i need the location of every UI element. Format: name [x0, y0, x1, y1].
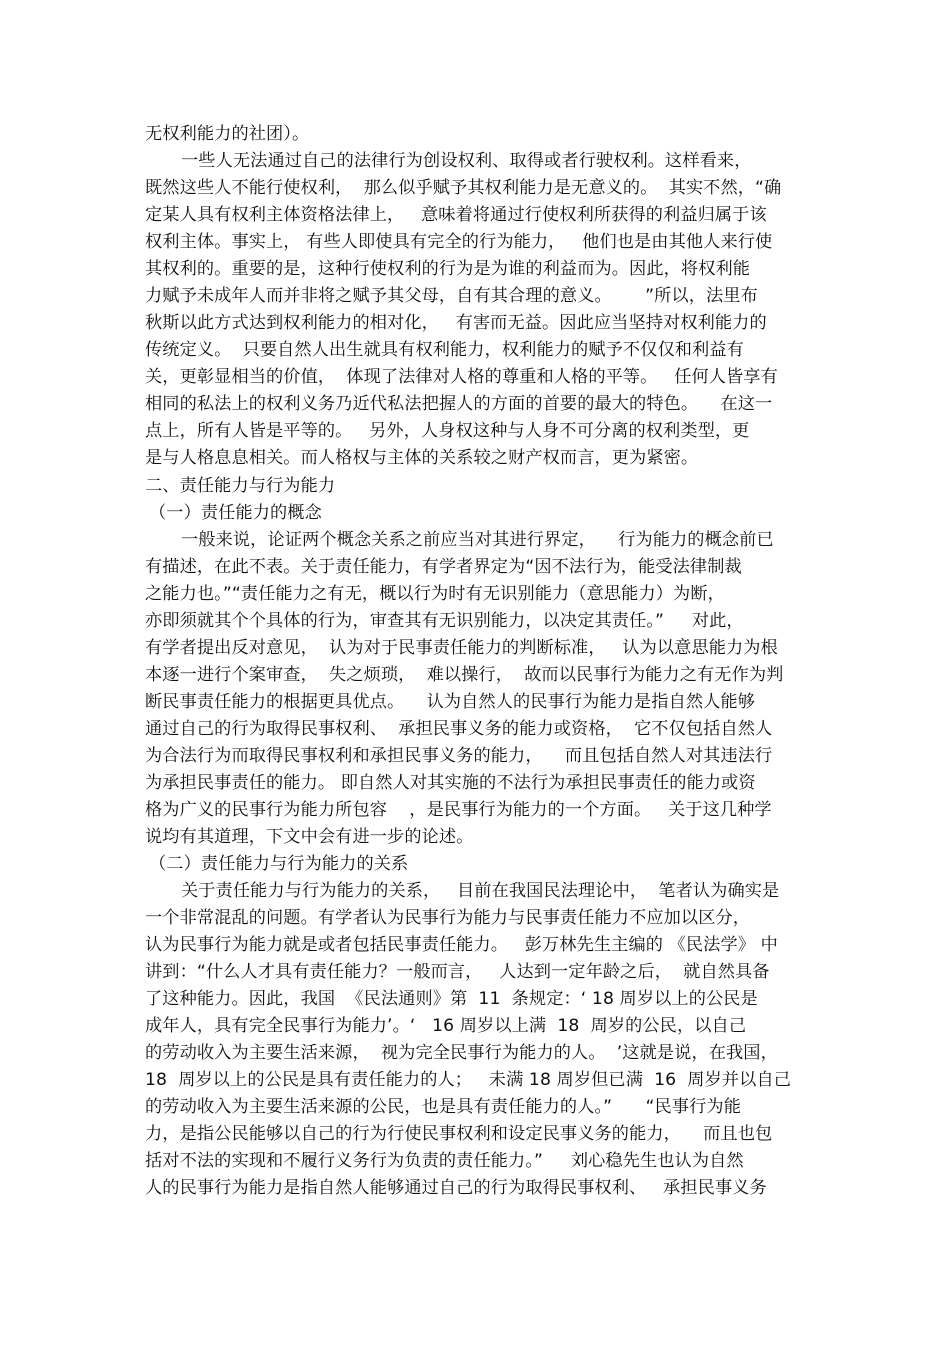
paragraph-line: 一些人无法通过自己的法律行为创设权利、取得或者行驶权利。这样看来， [181, 151, 752, 171]
paragraph-line: 权利主体。事实上， 有些人即使具有完全的行为能力， 他们也是由其他人来行使 [145, 232, 773, 252]
paragraph-line: 力赋予未成年人而并非将之赋予其父母，自有其合理的意义。 ”所以，法里布 [145, 286, 758, 306]
paragraph-line: 无权利能力的社团）。 [145, 124, 310, 144]
paragraph-line: 一个非常混乱的问题。有学者认为民事行为能力与民事责任能力不应加以区分， [145, 908, 751, 928]
paragraph-line: 有学者提出反对意见， 认为对于民事责任能力的判断标准， 认为以意思能力为根 [145, 638, 778, 658]
paragraph-line: 格为广义的民事行为能力所包容 ，是民事行为能力的一个方面。 关于这几种学 [145, 800, 772, 820]
paragraph-line: 之能力也。”“责任能力之有无，概以行为时有无识别能力（意思能力）为断， [145, 584, 725, 604]
paragraph-line: 认为民事行为能力就是或者包括民事责任能力。 彭万林先生主编的 《民法学》 中 [145, 935, 778, 955]
paragraph-line: 是与人格息息相关。而人格权与主体的关系较之财产权而言，更为紧密。 [145, 448, 699, 468]
paragraph-line: 18 周岁以上的公民是具有责任能力的人； 未满 18 周岁但已满 16 周岁并以自己 [145, 1070, 792, 1090]
paragraph-line: 关，更彰显相当的价值， 体现了法律对人格的尊重和人格的平等。 任何人皆享有 [145, 367, 778, 387]
paragraph-line: 成年人，具有完全民事行为能力’。‘ 16 周岁以上满 18 周岁的公民，以自己 [145, 1016, 747, 1036]
paragraph-line: 有描述，在此不表。关于责任能力，有学者界定为“因不法行为，能受法律制裁 [145, 557, 742, 577]
paragraph-line: 讲到：“什么人才具有责任能力？一般而言， 人达到一定年龄之后， 就自然具备 [145, 962, 770, 982]
paragraph-line: 人的民事行为能力是指自然人能够通过自己的行为取得民事权利、 承担民事义务 [145, 1178, 767, 1198]
paragraph-line: 的劳动收入为主要生活来源， 视为完全民事行为能力的人。 ’这就是说，在我国， [145, 1043, 778, 1063]
paragraph-line: 通过自己的行为取得民事权利、 承担民事义务的能力或资格， 它不仅包括自然人 [145, 719, 773, 739]
paragraph-line: 本逐一进行个案审查， 失之烦琐， 难以操行， 故而以民事行为能力之有无作为判 [145, 665, 784, 685]
subsection-heading: （二）责任能力与行为能力的关系 [149, 854, 409, 874]
paragraph-line: 一般来说，论证两个概念关系之前应当对其进行界定， 行为能力的概念前已 [181, 530, 774, 550]
section-heading: 二、责任能力与行为能力 [145, 476, 336, 496]
paragraph-line: 既然这些人不能行使权利， 那么似乎赋予其权利能力是无意义的。 其实不然，“确 [145, 178, 782, 198]
subsection-heading: （一）责任能力的概念 [149, 503, 322, 523]
paragraph-line: 了这种能力。因此，我国 《民法通则》第 11 条规定：‘ 18 周岁以上的公民是 [145, 989, 758, 1009]
paragraph-line: 亦即须就其个个具体的行为，审查其有无识别能力，以决定其责任。” 对此， [145, 611, 744, 631]
paragraph-line: 点上，所有人皆是平等的。 另外，人身权这种与人身不可分离的权利类型，更 [145, 421, 750, 441]
paragraph-line: 为合法行为而取得民事权利和承担民事义务的能力， 而且包括自然人对其违法行 [145, 746, 773, 766]
paragraph-line: 括对不法的实现和不履行义务行为负责的责任能力。” 刘心稳先生也认为自然 [145, 1151, 744, 1171]
paragraph-line: 的劳动收入为主要生活来源的公民，也是具有责任能力的人。” “民事行为能 [145, 1097, 741, 1117]
paragraph-line: 相同的私法上的权利义务乃近代私法把握人的方面的首要的最大的特色。 在这一 [145, 394, 773, 414]
paragraph-line: 定某人具有权利主体资格法律上， 意味着将通过行使权利所获得的利益归属于该 [145, 205, 767, 225]
paragraph-line: 断民事责任能力的根据更具优点。 认为自然人的民事行为能力是指自然人能够 [145, 692, 756, 712]
paragraph-line: 传统定义。 只要自然人出生就具有权利能力，权利能力的赋予不仅仅和利益有 [145, 340, 744, 360]
paragraph-line: 力，是指公民能够以自己的行为行使民事权利和设定民事义务的能力， 而且也包 [145, 1124, 773, 1144]
paragraph-line: 为承担民事责任的能力。 即自然人对其实施的不法行为承担民事责任的能力或资 [145, 773, 756, 793]
paragraph-line: 关于责任能力与行为能力的关系， 目前在我国民法理论中， 笔者认为确实是 [181, 881, 780, 901]
paragraph-line: 秋斯以此方式达到权利能力的相对化， 有害而无益。因此应当坚持对权利能力的 [145, 313, 767, 333]
paragraph-line: 其权利的。重要的是，这种行使权利的行为是为谁的利益而为。因此，将权利能 [145, 259, 751, 279]
paragraph-line: 说均有其道理，下文中会有进一步的论述。 [145, 827, 474, 847]
